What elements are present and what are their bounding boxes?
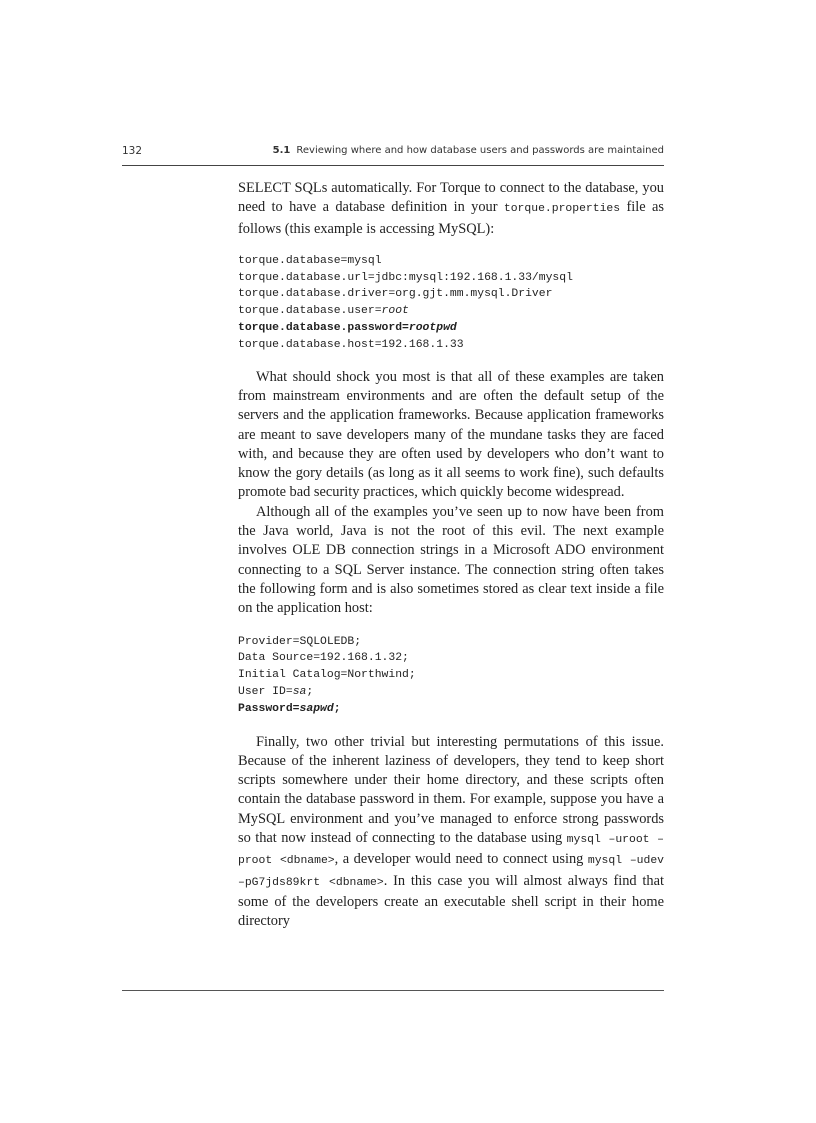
- page-number: 132: [122, 145, 143, 157]
- paragraph: SELECT SQLs automatically. For Torque to connect to the database, you need to have a database definition in your torque.properties file as follows (this example is accessing MySQL):: [238, 180, 664, 237]
- inline-code: torque.properties: [503, 203, 621, 216]
- code-line-password: torque.database.password=rootpwd: [238, 322, 457, 335]
- code-line-password: Password=sapwd;: [238, 702, 341, 715]
- footer-rule: [122, 990, 664, 991]
- code-line: Provider=SQLOLEDB;: [238, 635, 362, 648]
- code-line: torque.database.url=jdbc:mysql:192.168.1.33/mysql: [238, 271, 573, 284]
- code-line: torque.database.host=192.168.1.33: [238, 338, 464, 351]
- code-line: torque.database.user=root: [238, 305, 409, 318]
- code-line: torque.database.driver=org.gjt.mm.mysql.Driver: [238, 288, 553, 301]
- page-body: [238, 179, 664, 931]
- inline-code: mysql –udev –pG7jds89krt <dbname>: [238, 855, 664, 889]
- section-number: 5.1: [272, 145, 291, 156]
- paragraph: Finally, two other trivial but interesting permutations of this issue. Because of the inherent laziness of developers, they tend to keep short scripts somewhere under their home directory, and these scripts often contain the database password in them. For example, suppose you have a MySQL environment and you’ve managed to enforce strong passwords so that now instead of connecting to the database using mysql –uroot –proot <dbname>, a developer would need to connect using mysql –udev –pG7jds89krt <dbname>. In this case you will almost always find that some of the developers create an executable shell script in their home directory: [238, 733, 664, 930]
- code-block-oledb: [238, 634, 664, 718]
- inline-code: mysql –uroot –proot <dbname>: [238, 834, 664, 868]
- running-head: [273, 145, 664, 156]
- paragraph: What should shock you most is that all of these examples are taken from mainstream environments and are often the default setup of the servers and the application frameworks. Because application frameworks are meant to save developers many of the mundane tasks they are faced with, and because they are often used by developers who don’t want to know the gory details (as long as it all seems to work fine), such defaults promote bad security practices, which quickly become widespread.: [238, 368, 664, 501]
- code-line: Initial Catalog=Northwind;: [238, 669, 416, 682]
- code-line: Data Source=192.168.1.32;: [238, 652, 409, 665]
- section-title: Reviewing where and how database users and passwords are maintained: [296, 145, 664, 156]
- paragraph: Although all of the examples you’ve seen up to now have been from the Java world, Java is not the root of this evil. The next example involves OLE DB connection strings in a Microsoft ADO environment connecting to a SQL Server instance. The connection string often takes the following form and is also sometimes stored as clear text inside a file on the application host:: [238, 503, 664, 617]
- code-block-torque: [238, 253, 664, 354]
- code-line: torque.database=mysql: [238, 254, 382, 267]
- page-header: [122, 145, 664, 166]
- code-line: User ID=sa;: [238, 685, 314, 698]
